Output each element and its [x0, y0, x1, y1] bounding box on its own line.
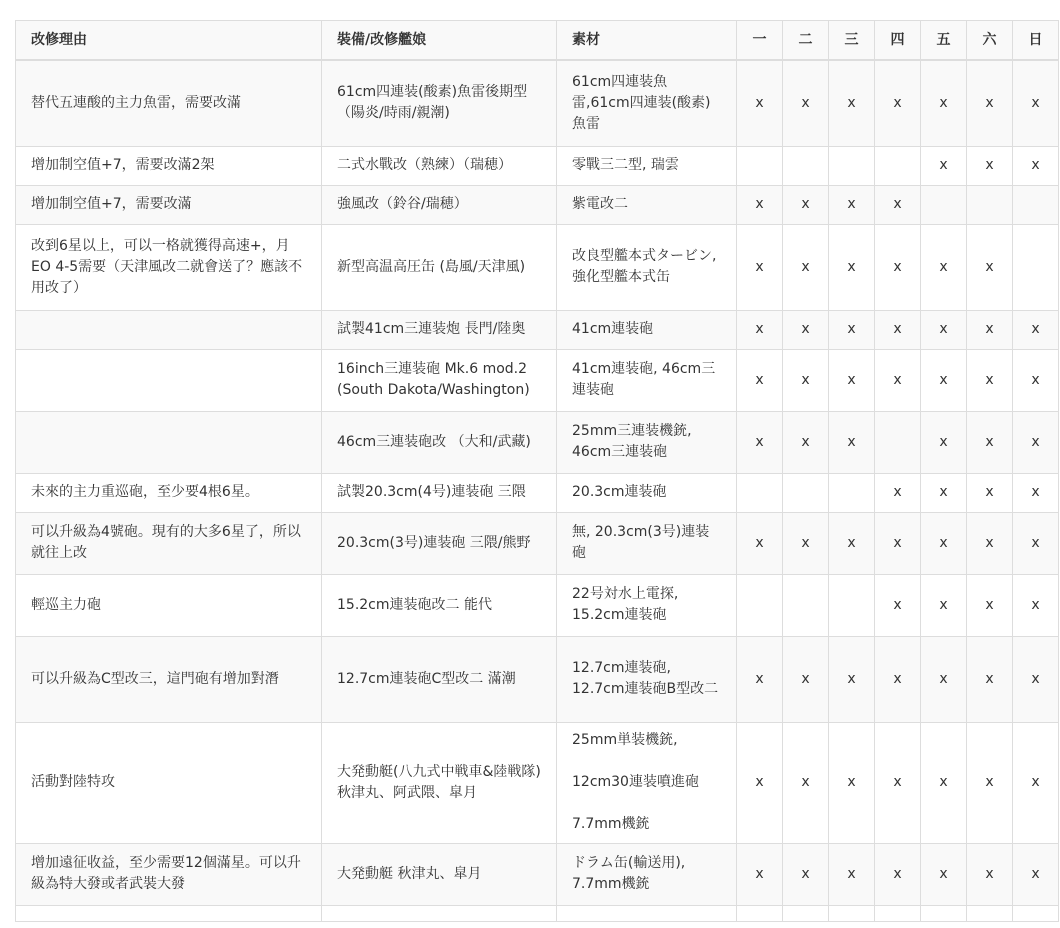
empty-cell	[921, 905, 967, 921]
day-cell: x	[967, 310, 1013, 349]
table-row	[16, 224, 1059, 310]
day-cell: x	[1013, 310, 1059, 349]
header-day-tue: 二	[783, 21, 829, 61]
day-cell: x	[967, 146, 1013, 185]
day-cell	[737, 473, 783, 512]
reason-cell: 可以升級為4號砲。現有的大多6星了，所以就往上改	[16, 512, 322, 574]
day-cell: x	[967, 574, 1013, 636]
day-cell: x	[783, 636, 829, 722]
material-cell	[557, 224, 737, 310]
day-cell: x	[875, 60, 921, 146]
equipment-cell: 新型高温高圧缶 (島風/天津風)	[322, 224, 557, 310]
day-cell: x	[737, 185, 783, 224]
reason-cell	[16, 411, 322, 473]
header-day-mon: 一	[737, 21, 783, 61]
day-cell: x	[737, 636, 783, 722]
day-cell: x	[1013, 636, 1059, 722]
table-row	[16, 574, 1059, 636]
day-cell: x	[829, 310, 875, 349]
equipment-cell: 16inch三連装砲 Mk.6 mod.2 (South Dakota/Washington)	[322, 349, 557, 411]
material-cell	[557, 722, 737, 843]
day-cell: x	[737, 843, 783, 905]
day-cell: x	[829, 722, 875, 843]
day-cell: x	[1013, 843, 1059, 905]
empty-cell	[16, 905, 322, 921]
day-cell: x	[921, 146, 967, 185]
reason-cell: 增加遠征收益，至少需要12個滿星。可以升級為特大發或者武裝大發	[16, 843, 322, 905]
day-cell: x	[875, 843, 921, 905]
day-cell: x	[921, 224, 967, 310]
table-row	[16, 349, 1059, 411]
table-row	[16, 512, 1059, 574]
day-cell: x	[829, 411, 875, 473]
material-cell	[557, 512, 737, 574]
material-cell	[557, 146, 737, 185]
day-cell	[783, 574, 829, 636]
day-cell: x	[1013, 722, 1059, 843]
empty-cell	[875, 905, 921, 921]
day-cell: x	[1013, 473, 1059, 512]
table-row	[16, 411, 1059, 473]
material-cell	[557, 60, 737, 146]
day-cell: x	[737, 512, 783, 574]
day-cell: x	[737, 349, 783, 411]
table-row	[16, 905, 1059, 921]
equipment-cell: 61cm四連装(酸素)魚雷後期型（陽炎/時雨/親潮)	[322, 60, 557, 146]
material-line: 無, 20.3cm(3号)連装砲	[572, 524, 710, 561]
day-cell: x	[783, 411, 829, 473]
day-cell: x	[875, 349, 921, 411]
day-cell: x	[921, 60, 967, 146]
empty-cell	[737, 905, 783, 921]
material-cell	[557, 310, 737, 349]
table-row	[16, 722, 1059, 843]
material-cell	[557, 411, 737, 473]
day-cell: x	[783, 722, 829, 843]
day-cell	[783, 146, 829, 185]
day-cell: x	[737, 60, 783, 146]
equipment-cell: 大発動艇(八九式中戦車&陸戦隊) 秋津丸、阿武隈、皐月	[322, 722, 557, 843]
reason-cell: 輕巡主力砲	[16, 574, 322, 636]
table-row	[16, 146, 1059, 185]
reason-cell: 替代五連酸的主力魚雷，需要改滿	[16, 60, 322, 146]
day-cell	[829, 574, 875, 636]
day-cell: x	[921, 349, 967, 411]
table-row	[16, 473, 1059, 512]
day-cell: x	[783, 224, 829, 310]
reason-cell: 未來的主力重巡砲，至少要4根6星。	[16, 473, 322, 512]
day-cell: x	[967, 843, 1013, 905]
equipment-cell: 20.3cm(3号)連装砲 三隈/熊野	[322, 512, 557, 574]
day-cell	[829, 473, 875, 512]
equipment-cell: 二式水戰改（熟練）（瑞穂）	[322, 146, 557, 185]
material-line: 12cm30連装噴進砲	[572, 774, 699, 790]
equipment-cell: 試製20.3cm(4号)連装砲 三隈	[322, 473, 557, 512]
day-cell: x	[875, 512, 921, 574]
header-row	[16, 21, 1059, 61]
day-cell: x	[875, 574, 921, 636]
header-day-fri: 五	[921, 21, 967, 61]
day-cell: x	[967, 224, 1013, 310]
day-cell: x	[737, 224, 783, 310]
day-cell	[921, 185, 967, 224]
table-row	[16, 843, 1059, 905]
reason-cell: 改到6星以上，可以一格就獲得高速+，月EO 4-5需要（天津風改二就會送了？應該不用改了）	[16, 224, 322, 310]
material-line: 25mm三連装機銃, 46cm三連装砲	[572, 423, 692, 460]
day-cell: x	[783, 349, 829, 411]
day-cell: x	[967, 512, 1013, 574]
day-cell: x	[921, 574, 967, 636]
reason-cell	[16, 310, 322, 349]
day-cell: x	[875, 636, 921, 722]
table-row	[16, 60, 1059, 146]
material-cell	[557, 843, 737, 905]
day-cell: x	[1013, 512, 1059, 574]
day-cell: x	[829, 512, 875, 574]
day-cell: x	[829, 843, 875, 905]
material-line: 25mm単装機銃,	[572, 732, 678, 748]
day-cell: x	[875, 224, 921, 310]
reason-cell: 增加制空值+7，需要改滿2架	[16, 146, 322, 185]
header-equipment: 裝備/改修艦娘	[322, 21, 557, 61]
equipment-cell: 試製41cm三連装炮 長門/陸奥	[322, 310, 557, 349]
material-line: 零戰三二型, 瑞雲	[572, 157, 679, 173]
day-cell: x	[967, 349, 1013, 411]
empty-cell	[322, 905, 557, 921]
table-body	[16, 60, 1059, 921]
header-day-thu: 四	[875, 21, 921, 61]
material-line: 22号対水上電探, 15.2cm連装砲	[572, 586, 679, 623]
day-cell: x	[967, 60, 1013, 146]
header-day-wed: 三	[829, 21, 875, 61]
material-line: 41cm連装砲, 46cm三連装砲	[572, 361, 716, 398]
material-line: 20.3cm連装砲	[572, 484, 667, 500]
table-row	[16, 636, 1059, 722]
day-cell: x	[921, 636, 967, 722]
day-cell: x	[967, 722, 1013, 843]
empty-cell	[967, 905, 1013, 921]
day-cell: x	[783, 310, 829, 349]
material-cell	[557, 636, 737, 722]
day-cell: x	[921, 843, 967, 905]
day-cell: x	[1013, 60, 1059, 146]
table-row	[16, 310, 1059, 349]
reason-cell: 活動對陸特攻	[16, 722, 322, 843]
day-cell	[875, 146, 921, 185]
day-cell: x	[737, 722, 783, 843]
day-cell	[1013, 185, 1059, 224]
day-cell: x	[783, 185, 829, 224]
day-cell: x	[967, 473, 1013, 512]
day-cell	[737, 574, 783, 636]
material-line: 61cm四連装魚雷,61cm四連装(酸素)魚雷	[572, 73, 711, 132]
upgrade-table	[15, 20, 1059, 922]
day-cell	[967, 185, 1013, 224]
equipment-cell: 46cm三連装砲改 （大和/武藏)	[322, 411, 557, 473]
header-material: 素材	[557, 21, 737, 61]
material-cell	[557, 574, 737, 636]
equipment-cell: 15.2cm連装砲改二 能代	[322, 574, 557, 636]
empty-cell	[829, 905, 875, 921]
day-cell: x	[875, 310, 921, 349]
day-cell: x	[829, 224, 875, 310]
day-cell: x	[829, 60, 875, 146]
material-line: 紫電改二	[572, 196, 628, 212]
day-cell: x	[1013, 574, 1059, 636]
day-cell	[829, 146, 875, 185]
header-day-sat: 六	[967, 21, 1013, 61]
material-line: 12.7cm連装砲, 12.7cm連装砲B型改二	[572, 660, 719, 697]
day-cell	[783, 473, 829, 512]
day-cell: x	[737, 411, 783, 473]
material-cell	[557, 473, 737, 512]
day-cell: x	[921, 512, 967, 574]
day-cell: x	[921, 310, 967, 349]
empty-cell	[783, 905, 829, 921]
day-cell: x	[921, 473, 967, 512]
equipment-cell: 大発動艇 秋津丸、皐月	[322, 843, 557, 905]
material-line: 41cm連装砲	[572, 321, 654, 337]
material-cell	[557, 349, 737, 411]
day-cell: x	[829, 636, 875, 722]
day-cell: x	[829, 185, 875, 224]
day-cell: x	[875, 473, 921, 512]
equipment-cell: 12.7cm連装砲C型改二 滿潮	[322, 636, 557, 722]
day-cell: x	[875, 722, 921, 843]
day-cell: x	[783, 512, 829, 574]
day-cell: x	[921, 722, 967, 843]
equipment-cell: 強風改（鈴谷/瑞穂）	[322, 185, 557, 224]
material-cell	[557, 185, 737, 224]
day-cell: x	[967, 636, 1013, 722]
day-cell: x	[1013, 146, 1059, 185]
day-cell: x	[875, 185, 921, 224]
empty-cell	[1013, 905, 1059, 921]
day-cell: x	[1013, 349, 1059, 411]
material-line: 改良型艦本式タービン, 強化型艦本式缶	[572, 248, 717, 285]
day-cell: x	[783, 843, 829, 905]
empty-cell	[557, 905, 737, 921]
day-cell: x	[829, 349, 875, 411]
table-row	[16, 185, 1059, 224]
header-day-sun: 日	[1013, 21, 1059, 61]
day-cell: x	[921, 411, 967, 473]
material-line: 7.7mm機銃	[572, 816, 650, 832]
day-cell	[737, 146, 783, 185]
reason-cell: 增加制空值+7，需要改滿	[16, 185, 322, 224]
reason-cell: 可以升級為C型改三，這門砲有增加對潛	[16, 636, 322, 722]
day-cell: x	[737, 310, 783, 349]
material-line: ドラム缶(輸送用), 7.7mm機銃	[572, 855, 686, 892]
day-cell: x	[783, 60, 829, 146]
day-cell	[875, 411, 921, 473]
reason-cell	[16, 349, 322, 411]
day-cell: x	[1013, 411, 1059, 473]
day-cell	[1013, 224, 1059, 310]
day-cell: x	[967, 411, 1013, 473]
header-reason: 改修理由	[16, 21, 322, 61]
